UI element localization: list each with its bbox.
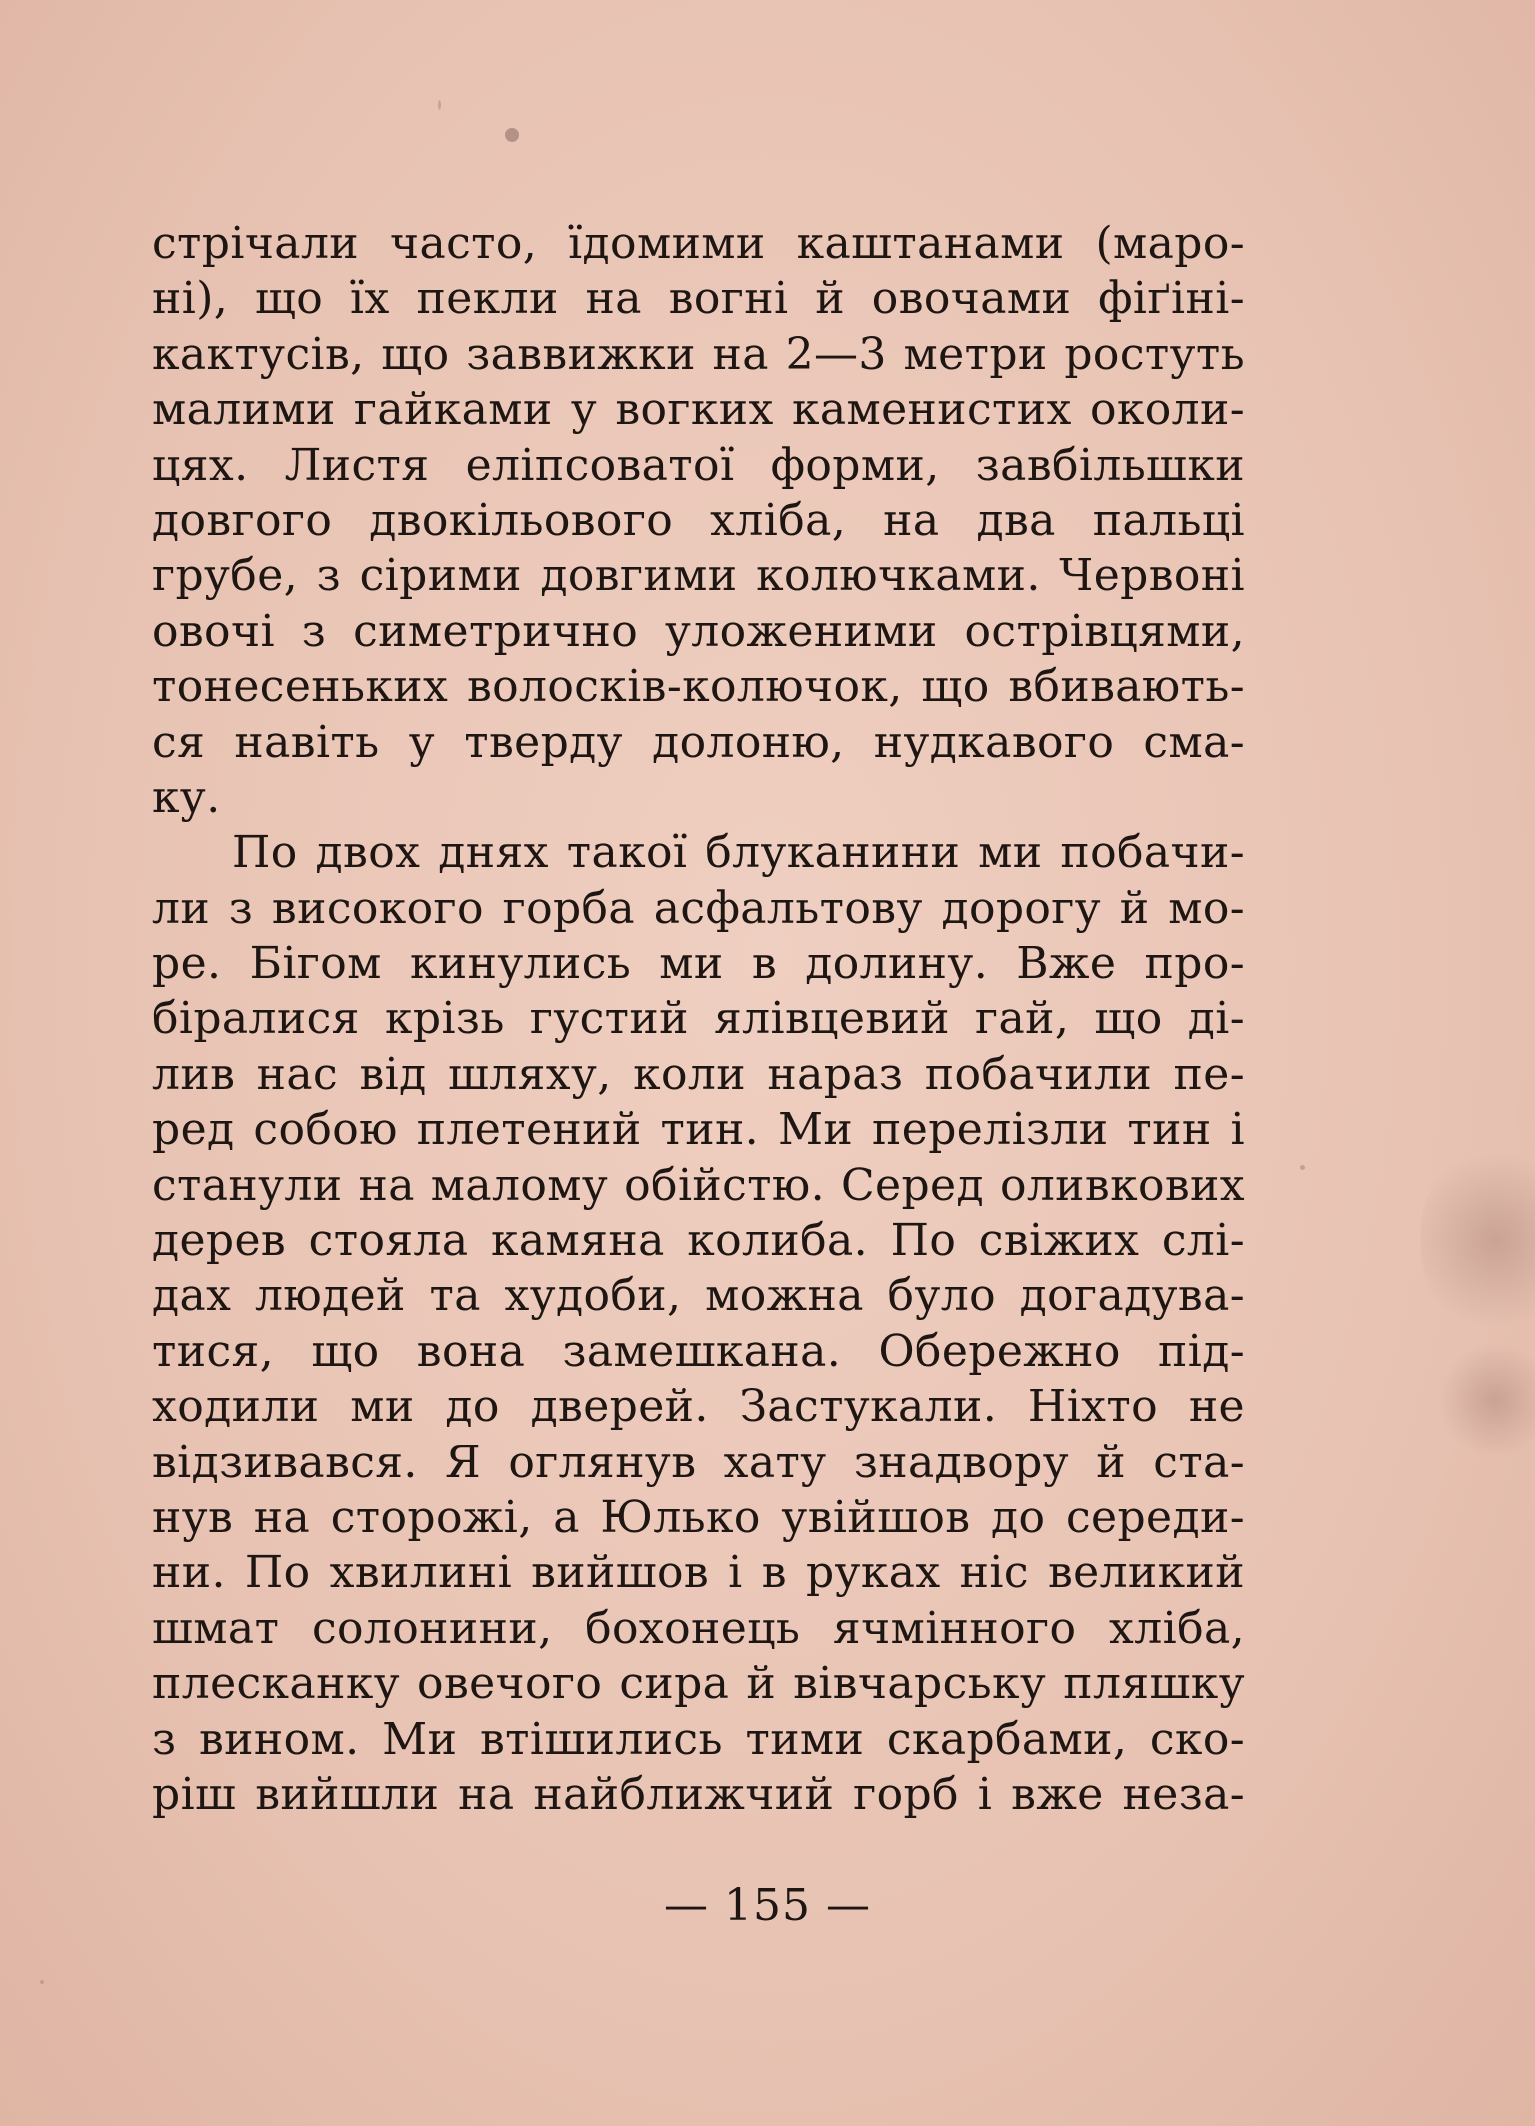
text-line: тися, що вона замешкана. Обережно під- <box>152 1325 1245 1377</box>
text-line: станули на малому обійстю. Серед оливкових <box>152 1159 1245 1211</box>
text-line: дах людей та худоби, можна було догадува- <box>152 1270 1245 1322</box>
paragraph <box>152 825 1245 1822</box>
text-line: ріш вийшли на найближчий горб і вже неза- <box>152 1768 1245 1820</box>
paper-speck <box>40 1980 44 1984</box>
text-line: ли з високого горба асфальтову дорогу й мо- <box>152 882 1245 934</box>
text-line: По двох днях такої блуканини ми побачи- <box>232 827 1245 879</box>
text-line: біралися крізь густий ялівцевий гай, що ді- <box>152 993 1245 1045</box>
paper-stain <box>1440 1340 1535 1460</box>
paper-speck <box>1300 1165 1305 1170</box>
text-line: відзивався. Я оглянув хату знадвору й ста- <box>152 1436 1245 1488</box>
text-line: плесканку овечого сира й вівчарську пляшку <box>152 1658 1245 1710</box>
text-line: ся навіть у тверду долоню, нудкавого сма- <box>152 716 1245 768</box>
text-line: ку. <box>152 771 221 823</box>
text-line: овочі з симетрично уложеними острівцями, <box>152 605 1245 657</box>
text-line: дерев стояла камяна колиба. По свіжих слі- <box>152 1215 1245 1267</box>
text-line: ре. Бігом кинулись ми в долину. Вже про- <box>152 938 1245 990</box>
paragraph <box>152 216 1245 825</box>
body-text <box>152 216 1245 1822</box>
text-line: цях. Листя еліпсоватої форми, завбільшки <box>152 439 1245 491</box>
paper-speck <box>438 100 441 110</box>
text-line: ред собою плетений тин. Ми перелізли тин і <box>152 1104 1245 1156</box>
text-line: довгого двокільового хліба, на два пальці <box>152 494 1245 546</box>
paper-speck <box>505 128 519 142</box>
text-line: ни. По хвилині вийшов і в руках ніс великий <box>152 1547 1245 1599</box>
text-line: ходили ми до дверей. Застукали. Ніхто не <box>152 1381 1245 1433</box>
paper-stain <box>1420 1140 1535 1340</box>
text-line: тонесеньких волосків-колючок, що вбивають- <box>152 661 1245 713</box>
text-line: грубе, з сірими довгими колючками. Червоні <box>152 550 1245 602</box>
text-line: стрічали часто, їдомими каштанами (маро- <box>152 218 1245 269</box>
text-line: нув на сторожі, а Юлько увійшов до середи- <box>152 1491 1245 1543</box>
text-line: малими гайками у вогких каменистих околи- <box>152 384 1245 436</box>
page-number: — 155 — <box>664 1880 871 1931</box>
text-line: шмат солонини, бохонець ячмінного хліба, <box>152 1602 1245 1654</box>
text-line: ні), що їх пекли на вогні й овочами фіґіні- <box>152 273 1245 325</box>
text-line: з вином. Ми втішились тими скарбами, ско- <box>152 1713 1245 1765</box>
text-line: лив нас від шляху, коли нараз побачили пе- <box>152 1048 1245 1100</box>
text-line: кактусів, що заввижки на 2—3 метри ростуть <box>152 328 1245 380</box>
